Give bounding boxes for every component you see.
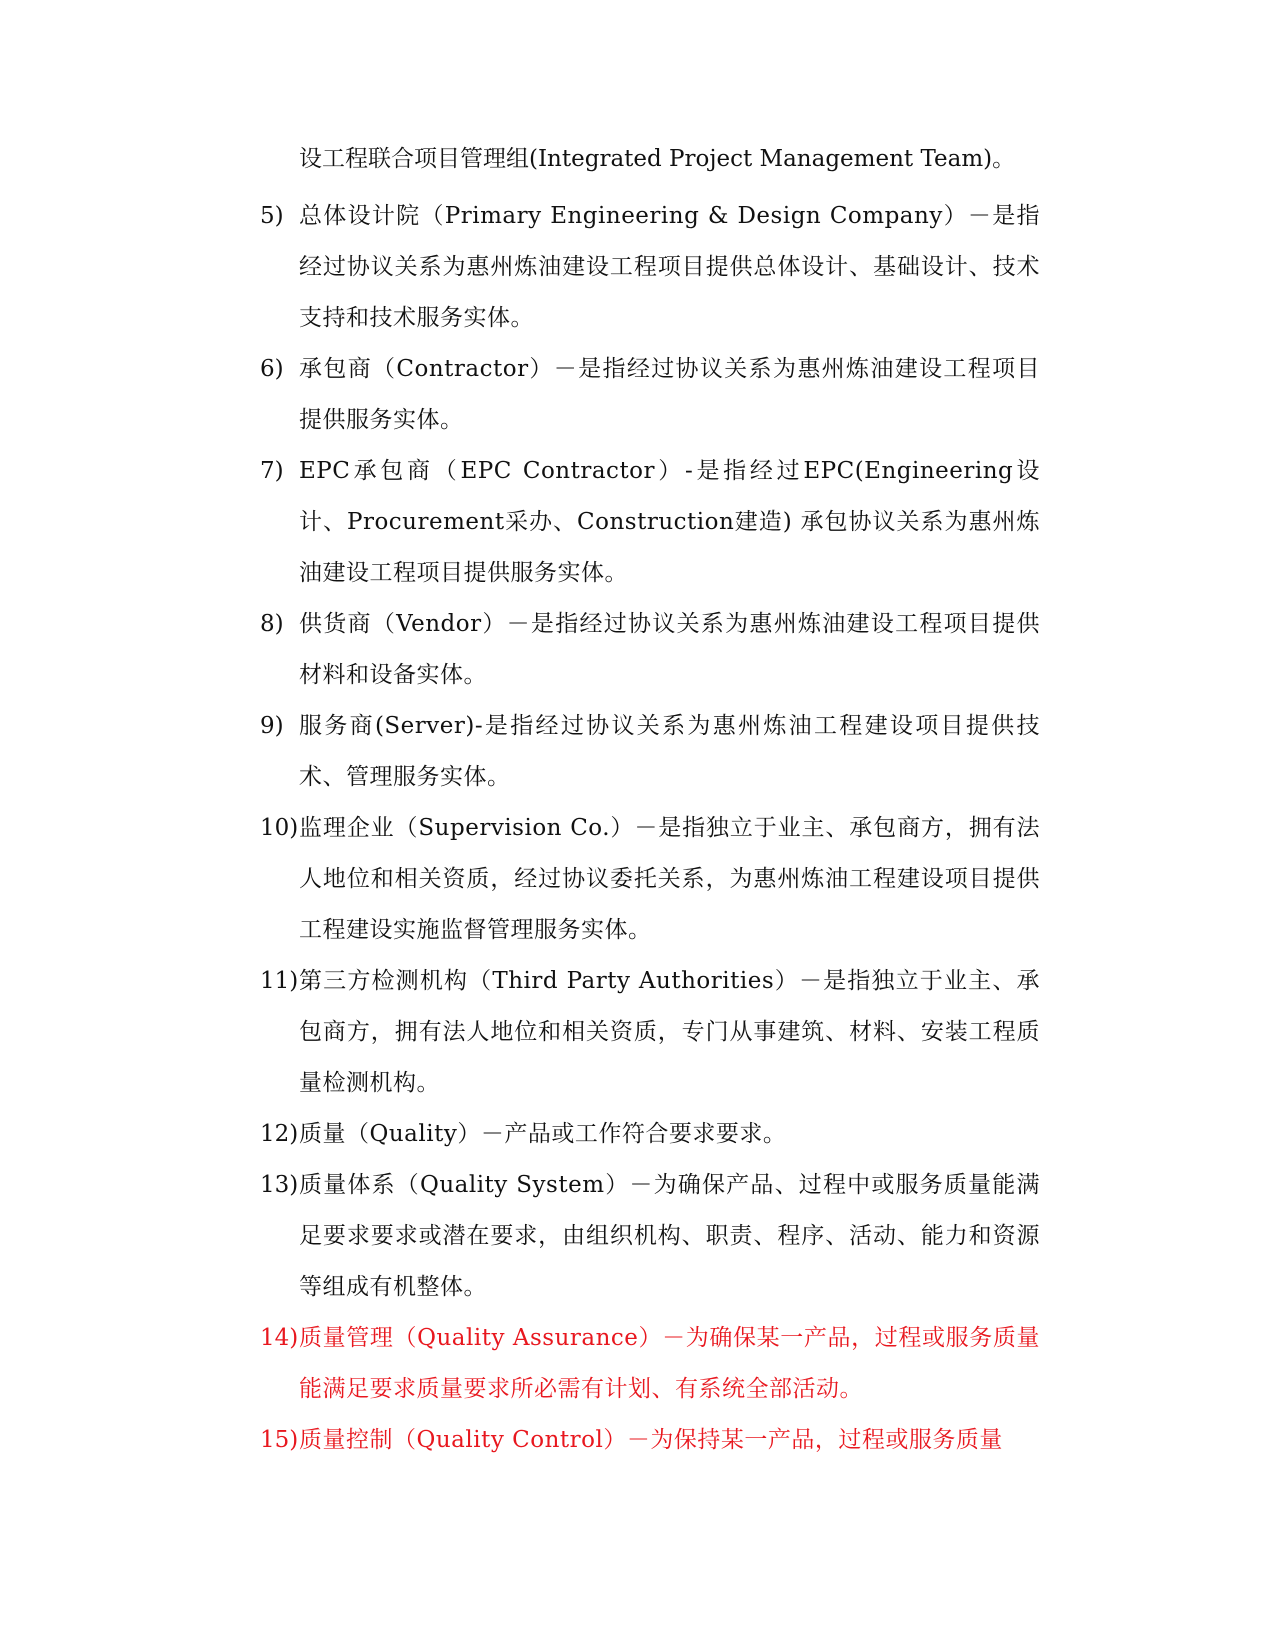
item-text: EPC承包商（EPC Contractor）-是指经过EPC(Engineering设计、Procurement采办、Construction建造) 承包协议关系为惠州炼油建设工程项目提供服务实体。 (299, 458, 1040, 586)
list-item-13 (260, 1160, 1040, 1313)
item-text: 质量管理（Quality Assurance）－为确保某一产品，过程或服务质量能满足要求质量要求所必需有计划、有系统全部活动。 (299, 1325, 1040, 1402)
item-number: 10) (260, 815, 299, 841)
item-number: 8) (260, 611, 284, 637)
item-number: 7) (260, 458, 284, 484)
item-text: 监理企业（Supervision Co.）－是指独立于业主、承包商方，拥有法人地位和相关资质，经过协议委托关系，为惠州炼油工程建设项目提供工程建设实施监督管理服务实体。 (299, 815, 1040, 943)
item-number: 6) (260, 356, 284, 382)
item-text: 承包商（Contractor）－是指经过协议关系为惠州炼油建设工程项目提供服务实体。 (299, 356, 1040, 433)
list-item-9 (260, 701, 1040, 803)
item-text: 总体设计院（Primary Engineering & Design Company）－是指经过协议关系为惠州炼油建设工程项目提供总体设计、基础设计、技术支持和技术服务实体。 (299, 203, 1040, 331)
list-item-11 (260, 956, 1040, 1109)
list-item-6 (260, 344, 1040, 446)
item-text: 供货商（Vendor）－是指经过协议关系为惠州炼油建设工程项目提供材料和设备实体。 (299, 611, 1040, 688)
item-number: 13) (260, 1172, 299, 1198)
item-text: 质量控制（Quality Control）－为保持某一产品，过程或服务质量 (299, 1427, 1003, 1453)
list-item-10 (260, 803, 1040, 956)
definition-list (260, 191, 1040, 1466)
item-number: 11) (260, 968, 299, 994)
list-item-14 (260, 1313, 1040, 1415)
item-text: 质量体系（Quality System）－为确保产品、过程中或服务质量能满足要求要求或潜在要求，由组织机构、职责、程序、活动、能力和资源等组成有机整体。 (299, 1172, 1040, 1300)
item-text: 第三方检测机构（Third Party Authorities）－是指独立于业主、承包商方，拥有法人地位和相关资质，专门从事建筑、材料、安装工程质量检测机构。 (299, 968, 1040, 1096)
list-item-12 (260, 1109, 1040, 1160)
list-item-8 (260, 599, 1040, 701)
list-item-5 (260, 191, 1040, 344)
item-number: 5) (260, 203, 284, 229)
continuation-line: 设工程联合项目管理组(Integrated Project Management Team)。 (299, 146, 1016, 172)
item-number: 12) (260, 1121, 299, 1147)
item-text: 质量（Quality）－产品或工作符合要求要求。 (299, 1121, 787, 1147)
list-item-15 (260, 1415, 1040, 1466)
item-number: 9) (260, 713, 284, 739)
item-number: 14) (260, 1325, 299, 1351)
item-text: 服务商(Server)-是指经过协议关系为惠州炼油工程建设项目提供技术、管理服务实体。 (299, 713, 1040, 790)
item-number: 15) (260, 1427, 299, 1453)
list-item-7 (260, 446, 1040, 599)
